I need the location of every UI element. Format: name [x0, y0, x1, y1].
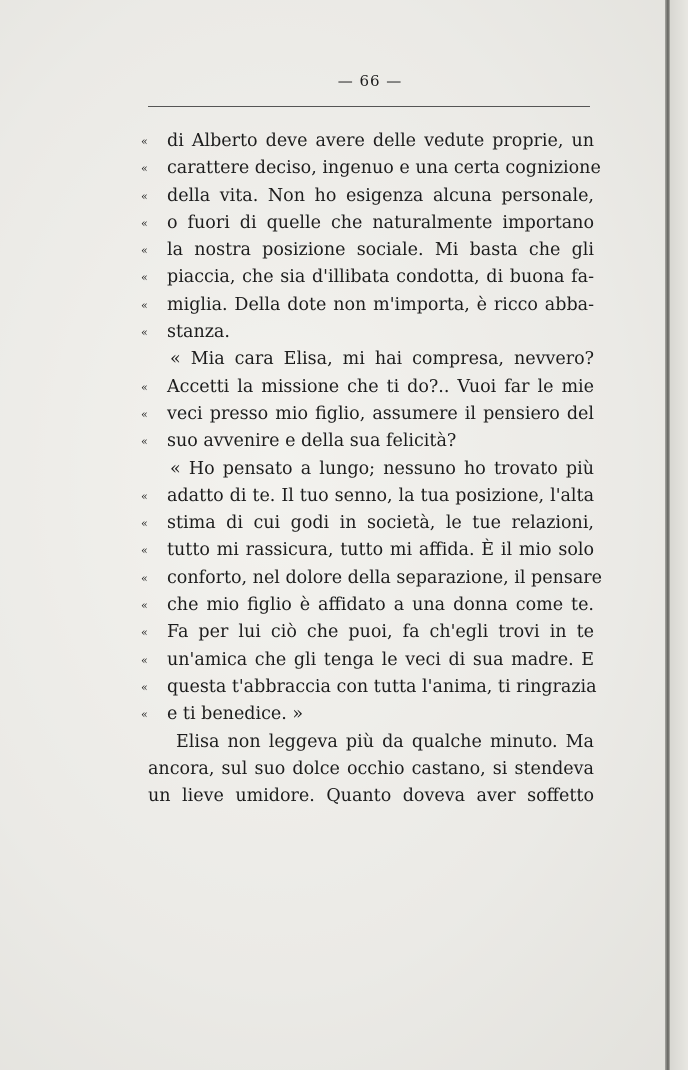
line-text: un lieve umidore. Quanto doveva aver soffetto — [148, 786, 594, 807]
quote-mark: « — [141, 571, 148, 585]
line-text: piaccia, che sia d'illibata condotta, di buona fa- — [167, 267, 594, 288]
quote-mark: « — [141, 680, 148, 694]
text-line — [141, 128, 594, 155]
quote-mark: « — [141, 407, 148, 421]
quote-mark: « — [141, 162, 148, 176]
text-line — [141, 701, 594, 728]
text-line — [141, 510, 594, 537]
line-text: stanza. — [167, 322, 230, 343]
quote-mark: « — [141, 653, 148, 667]
line-text: questa t'abbraccia con tutta l'anima, ti ringrazia — [167, 676, 597, 697]
text-line — [141, 647, 594, 674]
line-text: o fuori di quelle che naturalmente importano — [167, 212, 594, 233]
quote-mark: « — [141, 708, 148, 722]
quote-mark: « — [141, 517, 148, 531]
page-edge — [670, 0, 688, 1070]
body-text — [141, 128, 602, 810]
line-text: ancora, sul suo dolce occhio castano, si stendeva — [148, 758, 594, 779]
quote-mark: « — [141, 626, 148, 640]
quote-mark: « — [141, 599, 148, 613]
text-line — [141, 619, 594, 646]
line-text: veci presso mio figlio, assumere il pensiero del — [167, 403, 594, 424]
quote-mark: « — [141, 189, 148, 203]
text-line — [148, 756, 594, 783]
line-text: di Alberto deve avere delle vedute proprie, un — [167, 131, 594, 151]
quote-mark: « — [141, 271, 148, 285]
text-line — [148, 729, 594, 756]
line-text: e ti benedice. » — [167, 704, 304, 725]
line-text: la nostra posizione sociale. Mi basta che gli — [167, 240, 594, 261]
header-rule — [148, 106, 590, 107]
page-number: — 66 — — [337, 72, 403, 90]
text-line — [148, 456, 594, 483]
line-text: che mio figlio è affidato a una donna come te. — [167, 595, 594, 616]
binding-shadow — [665, 0, 670, 1070]
text-line — [141, 592, 594, 619]
text-line — [141, 319, 594, 346]
line-text: conforto, nel dolore della separazione, il pensare — [167, 567, 602, 588]
quote-mark: « — [141, 435, 148, 449]
text-line — [141, 674, 597, 701]
line-text: tutto mi rassicura, tutto mi affida. È il mio solo — [167, 540, 594, 561]
text-line — [141, 428, 594, 455]
line-text: miglia. Della dote non m'importa, è ricco abba- — [167, 294, 594, 315]
quote-mark: « — [141, 380, 148, 394]
text-line — [141, 537, 594, 564]
text-line — [141, 374, 594, 401]
text-line — [148, 346, 594, 373]
text-line — [148, 783, 594, 810]
quote-mark: « — [141, 216, 148, 230]
quote-mark: « — [141, 326, 148, 340]
line-text: Accetti la missione che ti do?.. Vuoi far le mie — [167, 376, 594, 397]
line-text: « Ho pensato a lungo; nessuno ho trovato più — [170, 458, 594, 479]
text-line — [141, 401, 594, 428]
text-line — [141, 183, 594, 210]
line-text: della vita. Non ho esigenza alcuna personale, — [167, 185, 594, 206]
text-line — [141, 292, 594, 319]
quote-mark: « — [141, 135, 148, 148]
text-line — [141, 565, 602, 592]
line-text: un'amica che gli tenga le veci di sua madre. E — [167, 649, 594, 670]
quote-mark: « — [141, 544, 148, 558]
line-text: Fa per lui ciò che puoi, fa ch'egli trovi in te — [167, 622, 594, 643]
quote-mark: « — [141, 489, 148, 503]
text-line — [141, 155, 601, 182]
text-line — [141, 237, 594, 264]
line-text: suo avvenire e della sua felicità? — [167, 431, 457, 452]
quote-mark: « — [141, 244, 148, 258]
text-line — [141, 264, 594, 291]
line-text: Elisa non leggeva più da qualche minuto. Ma — [176, 731, 594, 752]
text-line — [141, 210, 594, 237]
text-line — [141, 483, 594, 510]
line-text: adatto di te. Il tuo senno, la tua posizione, l'alta — [167, 485, 594, 506]
quote-mark: « — [141, 298, 148, 312]
line-text: « Mia cara Elisa, mi hai compresa, nevvero? — [170, 349, 594, 370]
line-text: stima di cui godi in società, le tue relazioni, — [167, 513, 594, 534]
line-text: carattere deciso, ingenuo e una certa cognizione — [167, 158, 601, 179]
